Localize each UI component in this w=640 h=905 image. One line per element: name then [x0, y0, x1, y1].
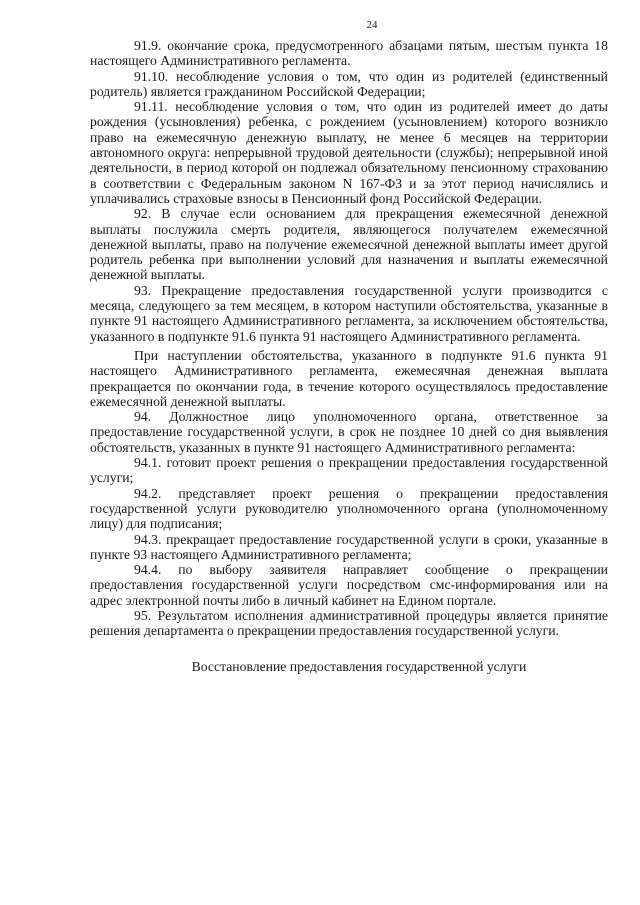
paragraph-94-1: 94.1. готовит проект решения о прекращении предоставления государственной услуги;: [90, 455, 608, 486]
paragraph-91-10: 91.10. несоблюдение условия о том, что один из родителей (единственный родитель) является гражданином Российской Федерации;: [90, 68, 608, 99]
paragraph-94-2: 94.2. представляет проект решения о прекращении предоставления государственной услуги руководителю уполномоченного органа (уполномоченному лицу) для подписания;: [90, 485, 608, 532]
section-heading: Восстановление предоставления государственной услуги: [191, 658, 527, 674]
paragraph-91-11: 91.11. несоблюдение условия о том, что один из родителей имеет до даты рождения (усыновления) ребенка, с рождением (усыновлением) которого возникло право на ежемесячную денежную выплату, не менее 6 месяцев на территории автономного округа: непрерывной трудовой деятельности (службы); непрерывной иной деятельности, в период которой он подлежал обязательному пенсионному страхованию в соответствии с Федеральным законом N 167-ФЗ и за этот период начислялись и уплачивались страховые взносы в Пенсионный фонд Российской Федерации.: [90, 99, 608, 206]
paragraph-94-4: 94.4. по выбору заявителя направляет сообщение о прекращении предоставления государственной услуги посредством смс-информирования или на адрес электронной почты либо в личный кабинет на Едином портале.: [90, 562, 608, 608]
paragraph-93: 93. Прекращение предоставления государственной услуги производится с месяца, следующего за тем месяцем, в котором наступили обстоятельства, указанные в пункте 91 настоящего Административного регламента, за исключением обстоятельства, указанного в подпункте 91.6 пункта 91 настоящего Административного регламента.: [90, 282, 608, 344]
paragraph-94-3: 94.3. прекращает предоставление государственной услуги в сроки, указанные в пункте 93 настоящего Административного регламента;: [90, 531, 608, 562]
paragraph-92: 92. В случае если основанием для прекращения ежемесячной денежной выплаты послужила смерть родителя, являющегося получателем ежемесячной денежной выплаты, право на получение ежемесячной денежной выплаты имеет другой родитель ребенка при выполнении условий для назначения и выплаты ежемесячной денежной выплаты.: [90, 206, 608, 283]
paragraph-94: 94. Должностное лицо уполномоченного органа, ответственное за предоставление государственной услуги, в срок не позднее 10 дней со дня выявления обстоятельств, указанных в пункте 91 настоящего Административного регламента:: [90, 409, 608, 455]
paragraph-95: 95. Результатом исполнения административной процедуры является принятие решения департамента о прекращении предоставления государственной услуги.: [90, 607, 608, 639]
paragraph-91-9: 91.9. окончание срока, предусмотренного абзацами пятым, шестым пункта 18 настоящего Административного регламента.: [90, 38, 608, 69]
page-number: 24: [366, 19, 378, 31]
paragraph-93-continuation: При наступлении обстоятельства, указанного в подпункте 91.6 пункта 91 настоящего Административного регламента, ежемесячная денежная выплата прекращается по окончании года, в течение которого осуществлялось предоставление ежемесячной денежной выплаты.: [90, 347, 608, 409]
